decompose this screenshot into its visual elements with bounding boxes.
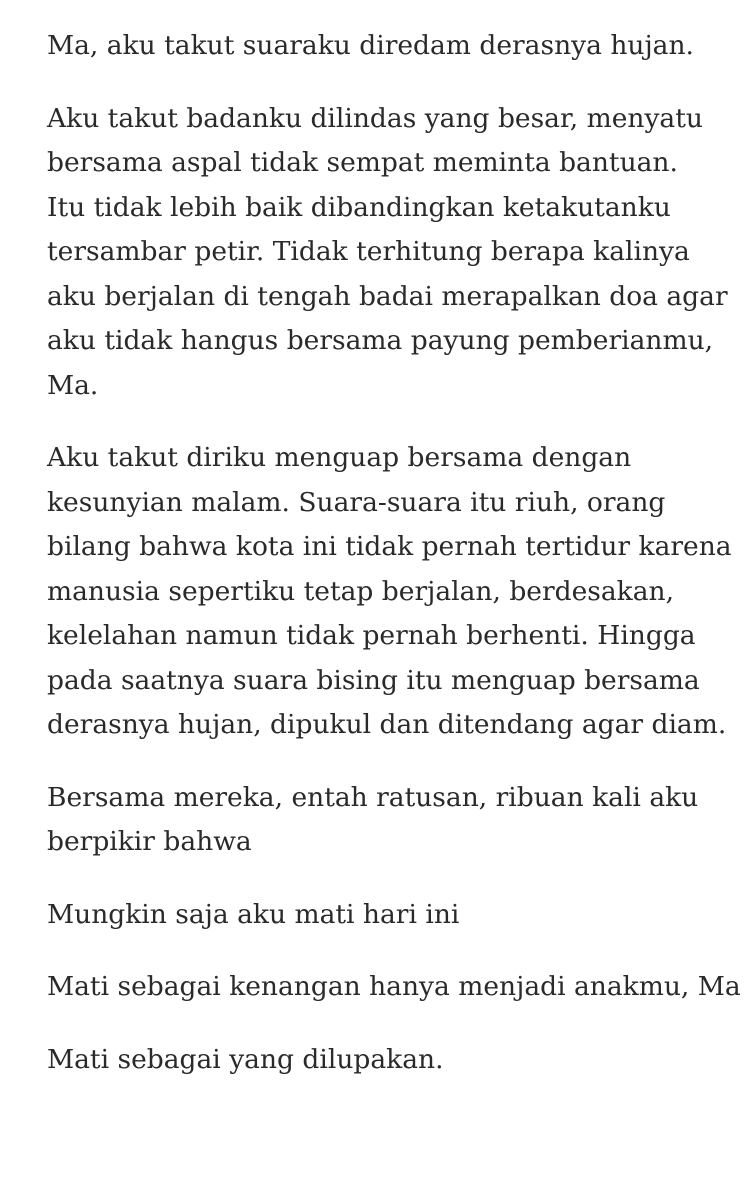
paragraph-2: [47, 97, 728, 409]
text-line: Mati sebagai kenangan hanya menjadi anakmu, Ma: [47, 971, 741, 1002]
paragraph-7: [47, 1038, 715, 1083]
text-line: manusia sepertiku tetap berjalan, berdesakan,: [47, 575, 675, 607]
text-line: Mati sebagai yang dilupakan.: [47, 1043, 444, 1075]
text-line: bersama aspal tidak sempat meminta bantuan.: [47, 147, 678, 178]
text-line: Ma, aku takut suaraku diredam derasnya hujan.: [47, 30, 694, 61]
text-line: Mungkin saja aku mati hari ini: [47, 898, 460, 930]
text-line: Aku takut badanku dilindas yang besar, menyatu: [47, 102, 703, 134]
paragraph-1: [47, 24, 715, 69]
text-line: Itu tidak lebih baik dibandingkan ketakutanku: [47, 191, 671, 223]
text-line: bilang bahwa kota ini tidak pernah tertidur karena: [47, 531, 732, 562]
text-line: aku berjalan di tengah badai merapalkan doa agar: [47, 280, 728, 312]
paragraph-3: [47, 436, 732, 748]
paragraph-6: [47, 965, 741, 1010]
text-line: kelelahan namun tidak pernah berhenti. Hingga: [47, 620, 696, 651]
text-line: kesunyian malam. Suara-suara itu riuh, orang: [47, 486, 666, 518]
text-line: Aku takut diriku menguap bersama dengan: [47, 442, 632, 473]
text-line: berpikir bahwa: [47, 826, 252, 857]
text-line: tersambar petir. Tidak terhitung berapa kalinya: [47, 236, 690, 267]
paragraph-5: [47, 893, 715, 938]
text-line: pada saatnya suara bising itu menguap bersama: [47, 664, 700, 696]
paragraph-4: [47, 776, 715, 865]
text-line: Ma.: [47, 369, 99, 401]
text-line: Bersama mereka, entah ratusan, ribuan kali aku: [47, 781, 699, 813]
text-line: derasnya hujan, dipukul dan ditendang agar diam.: [47, 709, 727, 740]
text-line: aku tidak hangus bersama payung pemberianmu,: [47, 325, 714, 356]
